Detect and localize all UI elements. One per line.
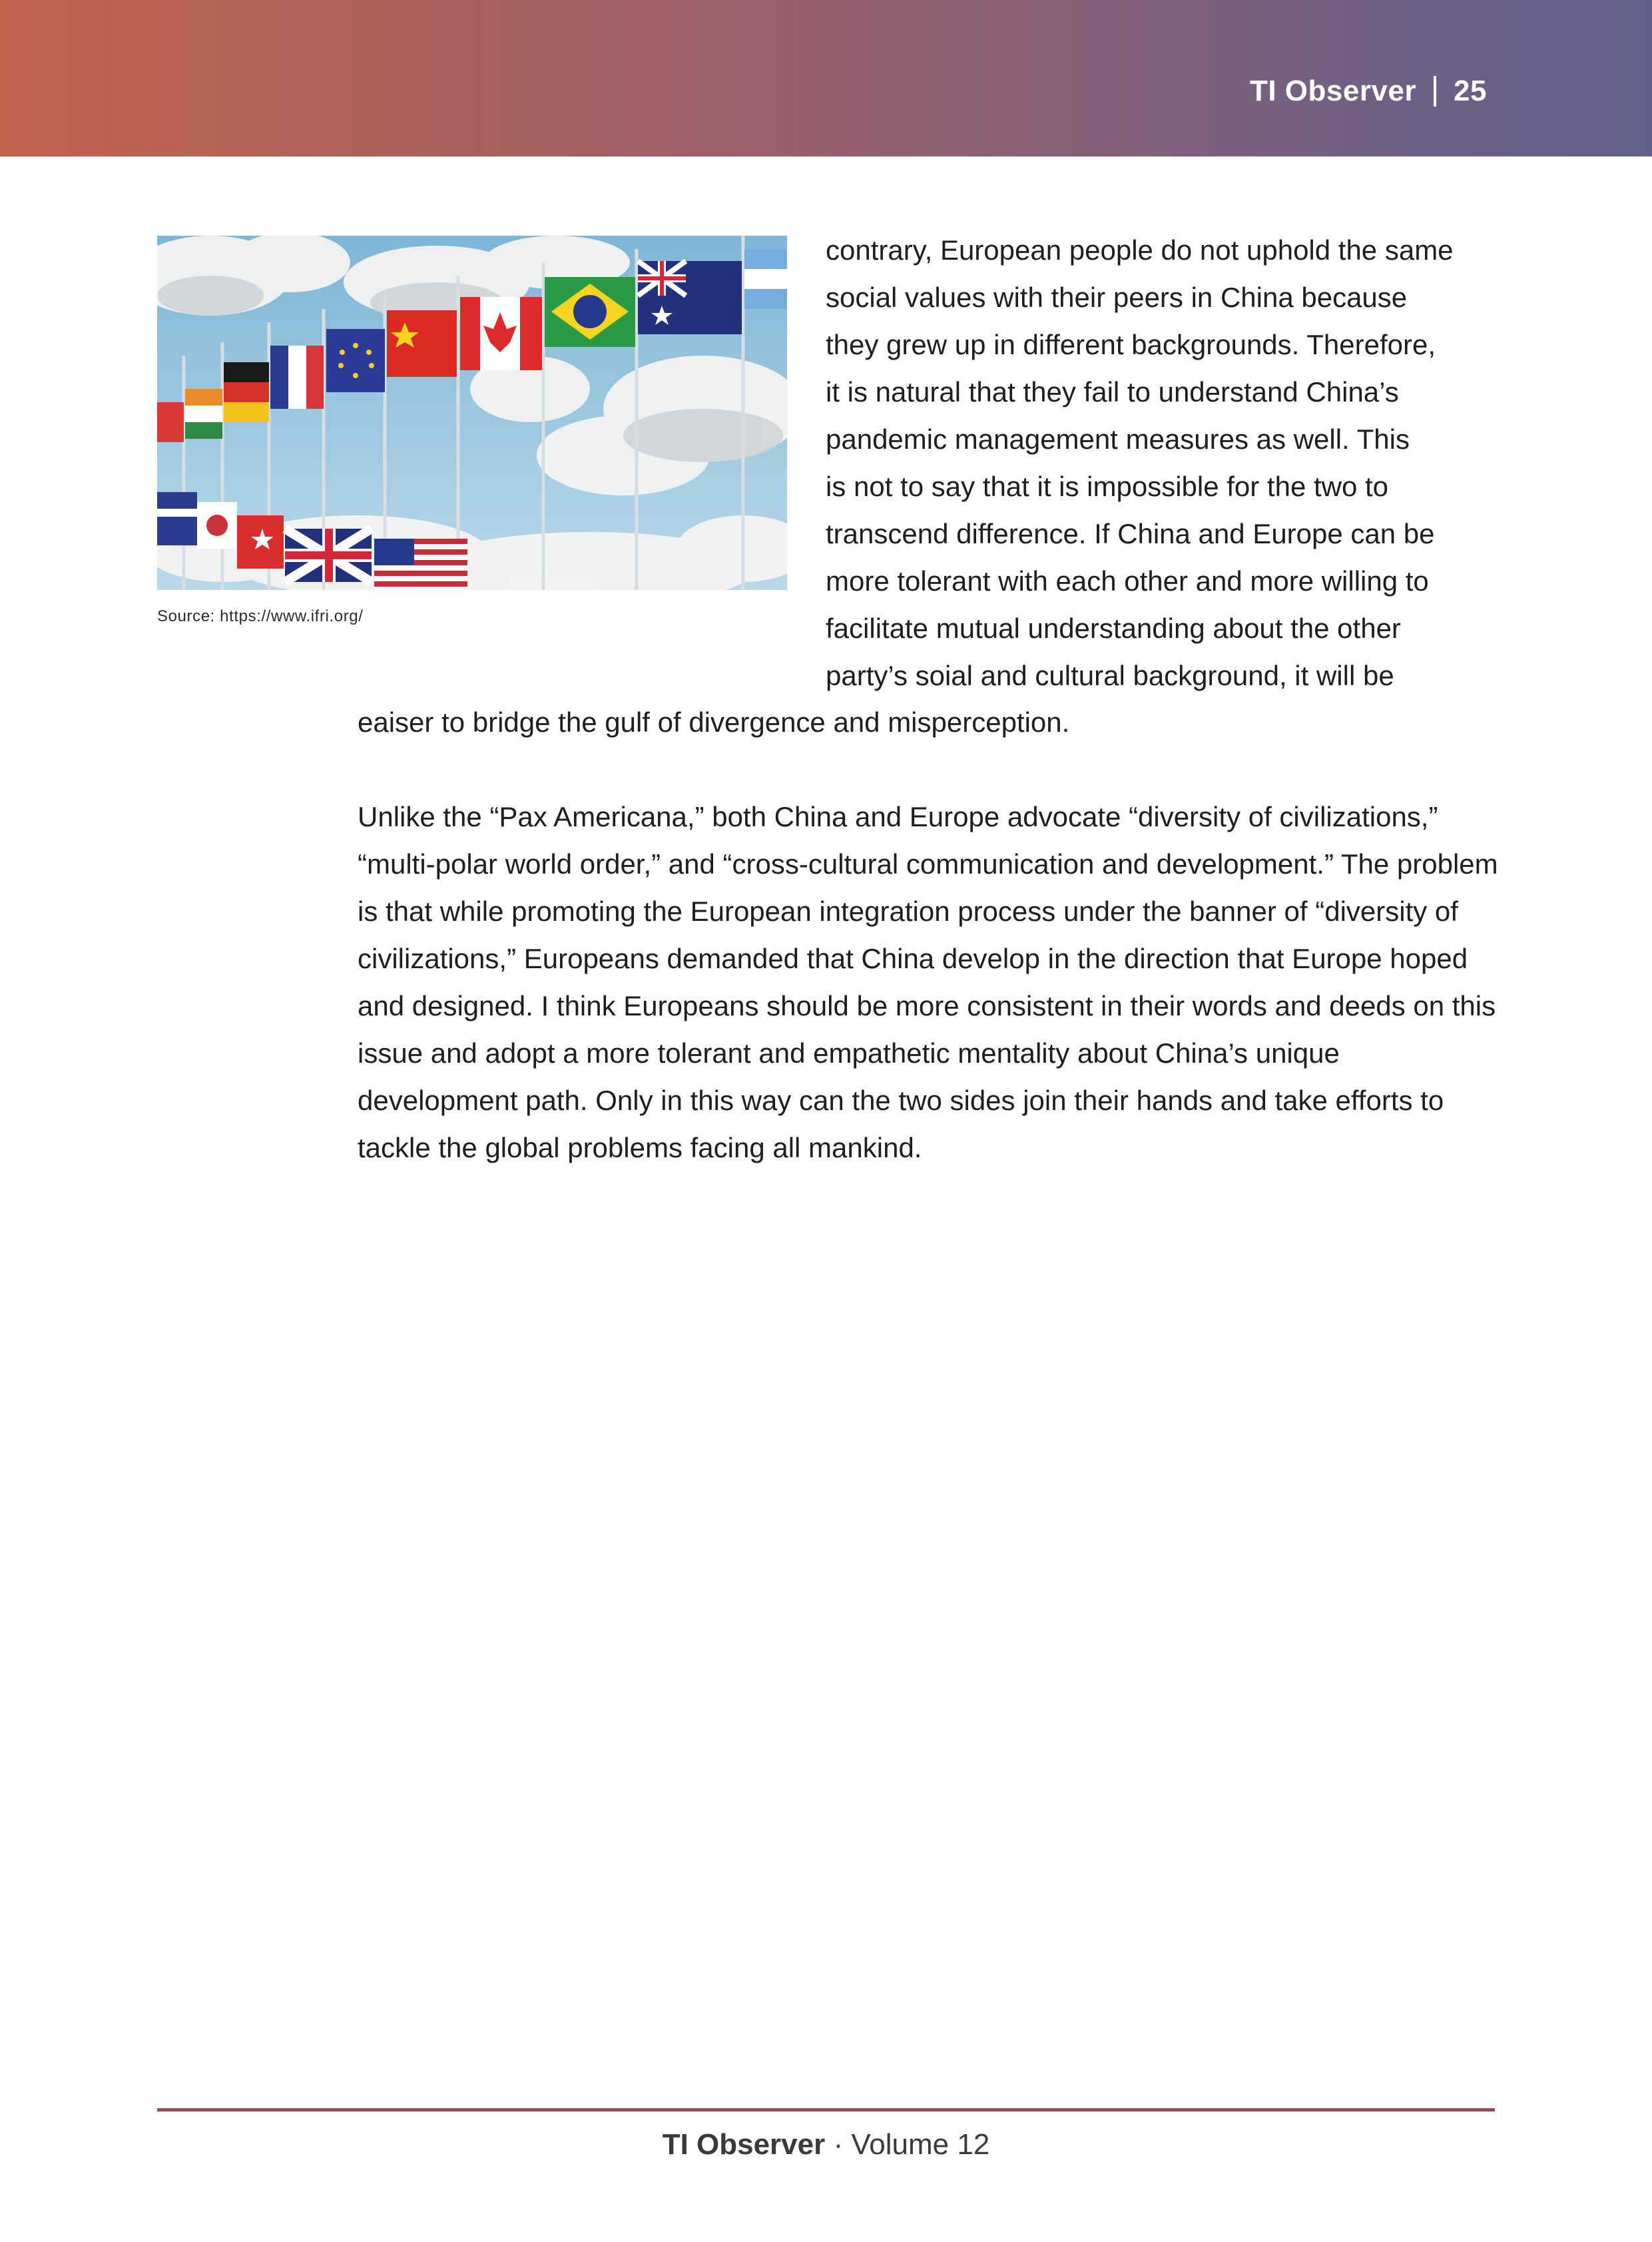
footer-divider <box>157 2108 1495 2111</box>
flags-photo <box>157 236 787 590</box>
text-line: party’s soial and cultural background, it will be <box>826 660 1394 691</box>
text-line: pandemic management measures as well. This <box>826 423 1410 455</box>
text-line: it is natural that they fail to understand China’s <box>826 376 1399 408</box>
paragraph-continuation: eaiser to bridge the gulf of divergence and misperception. <box>358 706 1070 738</box>
text-line: facilitate mutual understanding about the other <box>826 613 1401 644</box>
figure-caption: Source: https://www.ifri.org/ <box>157 607 364 625</box>
paragraph-2: Unlike the “Pax Americana,” both China and Europe advocate “diversity of civilizations,” “multi-polar world order,” and “cross-cultural communication and development.” The problem is that while promoting the European integration process under the banner of “diversity of civilizations,” Europeans demanded that China develop in the direction that Europe hoped and designed. I think Europeans should be more consistent in their words and deeds on this issue and adopt a more tolerant and empathetic mentality about China’s unique development path. Only in this way can the two sides join their hands and take efforts to tackle the global problems facing all mankind. <box>358 801 1498 1163</box>
footer-volume: · Volume 12 <box>833 2128 990 2161</box>
header-page-number: 25 <box>1454 75 1487 107</box>
article-right-column <box>826 226 1498 699</box>
header-publication: TI Observer <box>1249 75 1417 107</box>
header-title <box>1250 75 1487 108</box>
text-line: they grew up in different backgrounds. Therefore, <box>826 329 1436 360</box>
page-header <box>0 0 1652 156</box>
footer-publication: TI Observer <box>662 2128 826 2161</box>
text-line: social values with their peers in China because <box>826 282 1408 313</box>
text-line: contrary, European people do not uphold the same <box>826 234 1454 266</box>
page-footer <box>0 2128 1652 2161</box>
text-line: is not to say that it is impossible for the two to <box>826 471 1389 502</box>
text-line: more tolerant with each other and more willing to <box>826 565 1429 597</box>
header-divider <box>1434 76 1436 107</box>
text-line: transcend difference. If China and Europe can be <box>826 518 1435 549</box>
